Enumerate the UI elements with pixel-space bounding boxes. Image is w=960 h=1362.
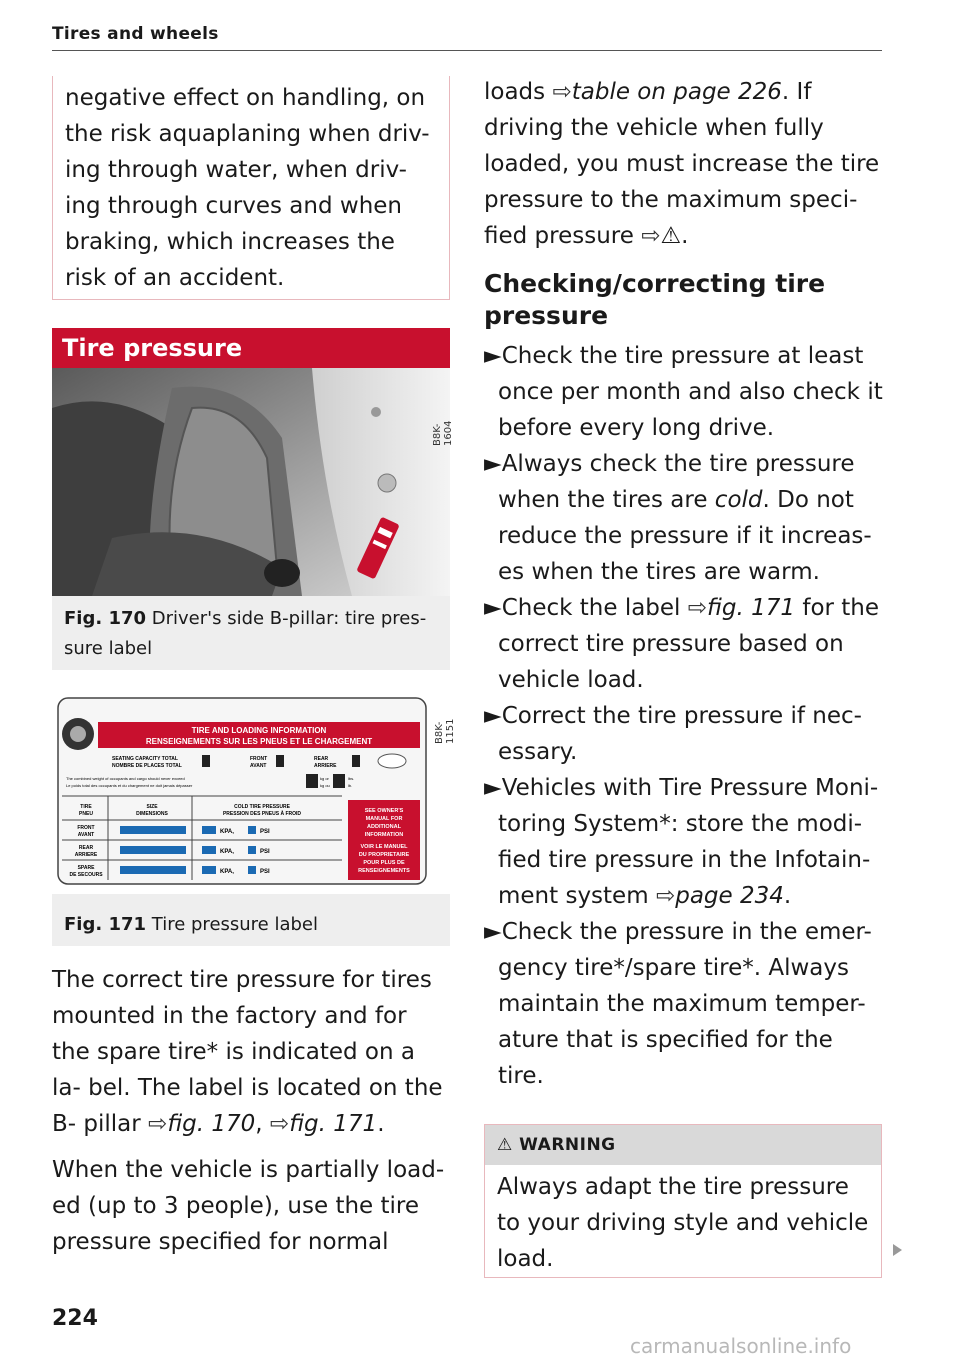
svg-text:PNEU: PNEU [79,811,93,817]
list-item: ►Check the pressure in the emer- gency tire*/spare tire*. Always maintain the maximum temper- ature that is specified for the tire. [484,919,872,1089]
page-reference[interactable]: page 234 [675,883,784,909]
arrow-icon: ⇨ [655,883,676,909]
svg-text:lb.: lb. [348,783,353,788]
svg-text:INFORMATION: INFORMATION [364,832,404,838]
svg-text:KPA,: KPA, [220,869,234,875]
warning-line: the risk aquaplaning when driv- [65,121,430,147]
figure-reference[interactable]: fig. 170 [167,1111,256,1137]
section-title-bar: Tire pressure [52,328,450,368]
seating-label: NOMBRE DE PLACES TOTAL [112,763,182,769]
figure-caption-text: sure label [64,638,153,659]
svg-text:COLD TIRE PRESSURE: COLD TIRE PRESSURE [234,804,290,810]
placard-title: TIRE AND LOADING INFORMATION [191,726,327,735]
svg-text:SEE OWNER'S: SEE OWNER'S [364,808,404,814]
subheading: Checking/correcting tire pressure [484,269,826,330]
paragraph: The correct tire pressure for tires mounted in the factory and for the spare tire* is indicated on a la- bel. The label is located on the B- pillar ⇨fig. 170, ⇨fig. 171. [52,967,443,1137]
svg-text:PSI: PSI [260,849,270,855]
svg-text:ARRIERE: ARRIERE [314,763,337,769]
table-reference[interactable]: table on page 226 [571,79,782,105]
svg-text:MANUAL FOR: MANUAL FOR [365,816,403,822]
list-item: ►Check the label ⇨fig. 171 for the correct tire pressure based on vehicle load. [484,595,880,693]
svg-text:SIZE: SIZE [146,804,158,810]
continue-arrow-icon [893,1244,902,1256]
svg-text:POUR PLUS DE: POUR PLUS DE [363,860,405,866]
svg-text:AVANT: AVANT [77,832,95,838]
svg-text:SPARE: SPARE [77,865,95,871]
warning-text: Always adapt the tire pressure to your driving style and vehicle load. [497,1174,869,1272]
figure-reference[interactable]: fig. 171 [707,595,796,621]
arrow-icon: ⇨ [269,1111,290,1137]
svg-text:PSI: PSI [260,869,270,875]
svg-text:DU PROPRIETAIRE: DU PROPRIETAIRE [358,852,410,858]
bullet-icon: ► [484,919,502,945]
placard-title: RENSEIGNEMENTS SUR LES PNEUS ET LE CHARGEMENT [145,737,373,746]
svg-text:DE SECOURS: DE SECOURS [69,872,103,878]
warning-line: risk of an accident. [65,265,285,291]
figure-171 [52,688,456,946]
svg-text:PSI: PSI [260,829,270,835]
svg-text:kg ou: kg ou [320,783,330,788]
svg-text:PRESSION DES PNEUS À FROID: PRESSION DES PNEUS À FROID [222,811,302,817]
body-text-right [484,74,884,1094]
seating-label: SEATING CAPACITY TOTAL [112,756,178,762]
svg-text:REAR: REAR [314,756,329,762]
arrow-icon: ⇨ [148,1111,168,1137]
figure-170 [52,368,454,670]
svg-text:VOIR LE MANUEL: VOIR LE MANUEL [360,844,408,850]
tire-pressure-placard [52,688,450,894]
figure-reference[interactable]: fig. 171 [289,1111,378,1137]
page-number: 224 [52,1306,98,1331]
svg-text:lbs.: lbs. [348,776,355,781]
svg-text:KPA,: KPA, [220,829,234,835]
svg-text:DIMENSIONS: DIMENSIONS [136,811,168,817]
warning-line: braking, which increases the [65,229,395,255]
figure-caption [64,604,444,664]
bullet-icon: ► [484,595,502,621]
svg-text:AVANT: AVANT [250,763,267,769]
warning-line: ing through curves and when [65,193,402,219]
warning-line: negative effect on handling, on [65,85,426,111]
arrow-icon: ⇨ [687,595,708,621]
bullet-icon: ► [484,451,502,477]
bullet-icon: ► [484,343,502,369]
figure-caption-text: Tire pressure label [151,914,319,935]
warning-triangle-icon[interactable]: ⚠ [660,223,682,249]
svg-text:ADDITIONAL: ADDITIONAL [367,824,401,830]
svg-text:FRONT: FRONT [250,756,268,762]
svg-text:TIRE: TIRE [80,804,92,810]
list-item: ►Correct the tire pressure if nec- essary. [484,703,862,765]
warning-heading: ⚠ WARNING [485,1125,881,1165]
svg-text:REAR: REAR [78,845,94,851]
b-pillar-photo [52,368,450,596]
figure-caption [64,910,444,940]
list-item: ►Vehicles with Tire Pressure Moni- toring System*: store the modi- fied tire pressure in the Infotain- ment system ⇨page 234. [484,775,879,909]
watermark: carmanualsonline.info [630,1334,852,1358]
arrow-icon: ⇨ [552,79,572,105]
image-code: B8K-1604 [432,420,454,446]
warning-continuation-box [52,76,450,300]
svg-text:The combined weight of occupan: The combined weight of occupants and cargo should never exceed [66,776,185,781]
warning-box [484,1124,882,1278]
figure-label: Fig. 170 [64,608,147,629]
paragraph: When the vehicle is partially load- ed (up to 3 people), use the tire pressure specified for normal [52,1157,445,1255]
svg-text:kg or: kg or [320,776,329,781]
svg-text:Le poids total des occupants e: Le poids total des occupants et du chargement ne doit jamais dépasser [66,783,193,788]
image-code: B8K-1151 [434,718,456,744]
figure-label: Fig. 171 [64,914,147,935]
svg-text:KPA,: KPA, [220,849,234,855]
list-item: ►Always check the tire pressure when the tires are cold. Do not reduce the pressure if it increas- es when the tires are warm. [484,451,872,585]
bullet-icon: ► [484,775,502,801]
svg-text:FRONT: FRONT [77,825,95,831]
warning-triangle-icon: ⚠ [497,1135,520,1155]
running-header: Tires and wheels [52,24,219,44]
svg-text:RENSEIGNEMENTS: RENSEIGNEMENTS [358,868,410,874]
bullet-icon: ► [484,703,502,729]
paragraph: loads ⇨table on page 226. If driving the vehicle when fully loaded, you must increase the tire pressure to the maximum speci- fied pressure ⇨⚠. [484,79,880,249]
header-rule [52,50,882,51]
arrow-icon: ⇨ [641,223,661,249]
warning-line: ing through water, when driv- [65,157,407,183]
list-item: ►Check the tire pressure at least once per month and also check it before every long drive. [484,343,883,441]
svg-text:ARRIERE: ARRIERE [74,852,98,858]
figure-caption-text: Driver's side B-pillar: tire pres- [151,608,427,629]
body-text-left [52,962,450,1270]
